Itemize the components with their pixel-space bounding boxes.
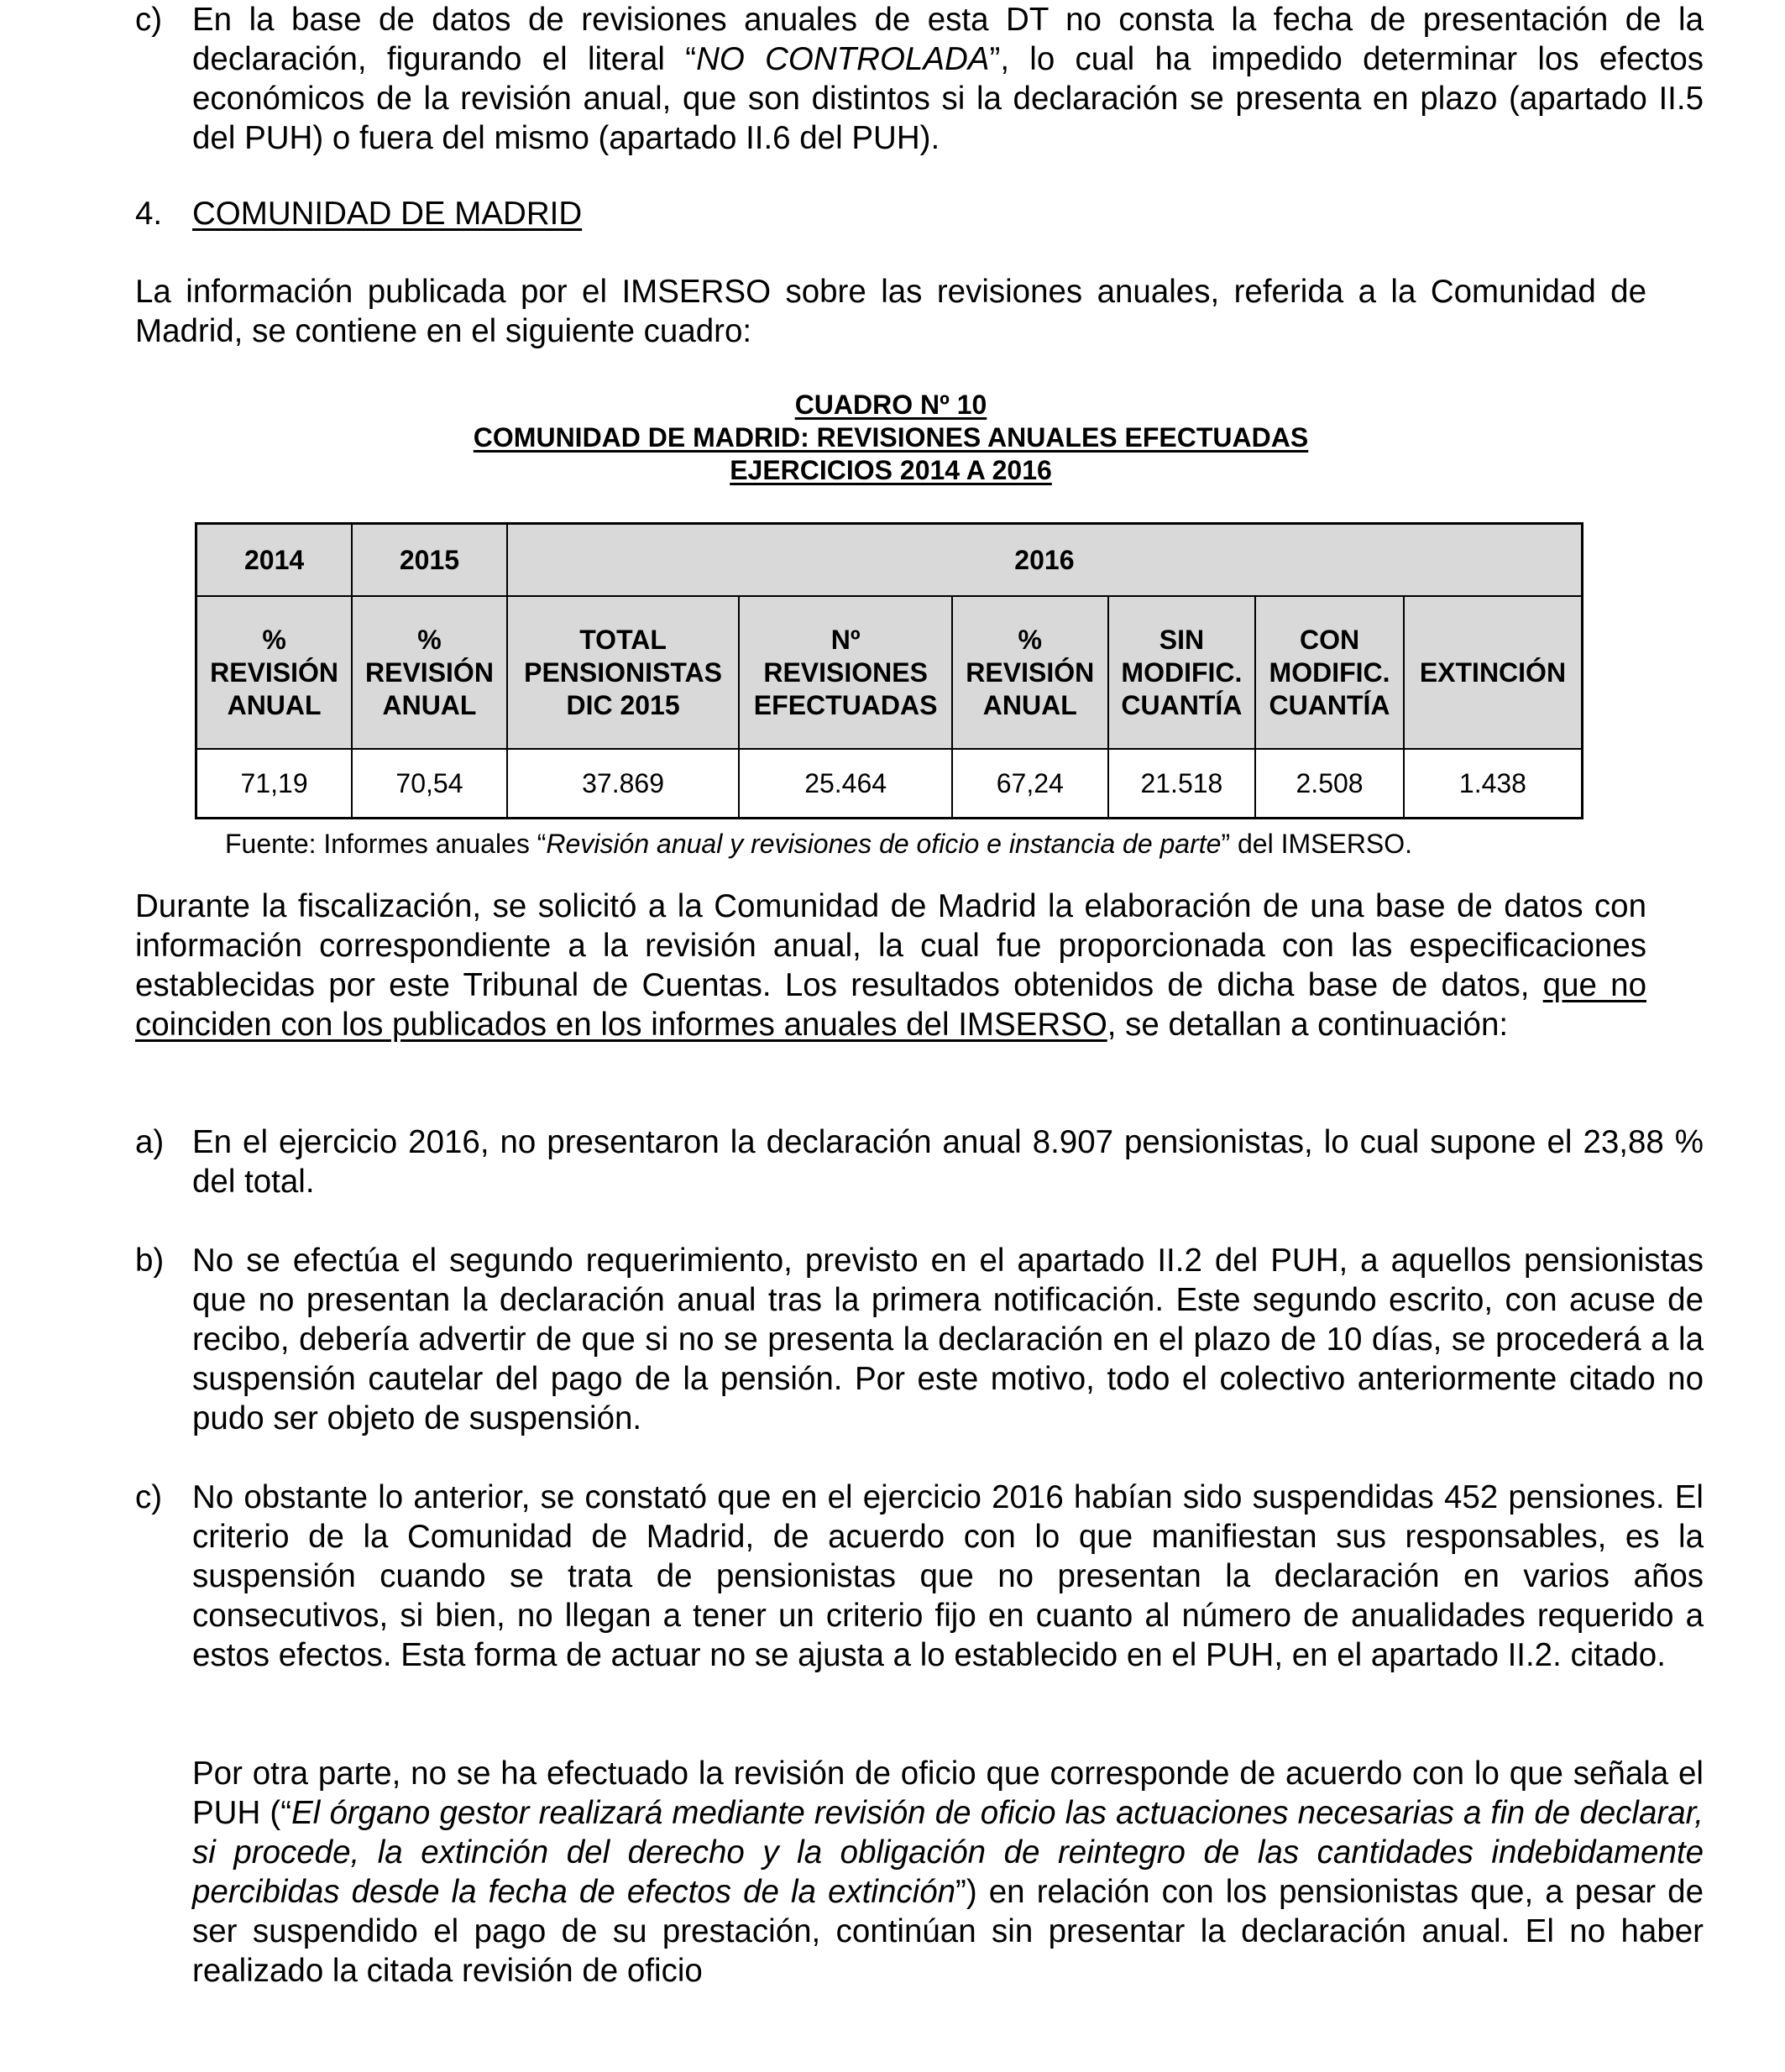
year-cell: 2016 (507, 524, 1583, 597)
value-cell: 25.464 (739, 749, 952, 819)
intro-text-2: ”, lo cual ha impedido determinar los efectos económicos de la revisión anual, que son distintos si la declaración se presenta en plazo (apartado II.5 del PUH) o fuera del mismo (apartado II.6 del PUH). (192, 41, 1704, 156)
table-title-line1: CUADRO Nº 10 (794, 390, 987, 420)
list-item: c) No obstante lo anterior, se constató que en el ejercicio 2016 habían sido suspendidas 452 pensiones. El criterio de la Comunidad de Madrid, de acuerdo con lo que manifiestan sus responsables, es la suspensión cuando se trata de pensionistas que no presentan la declaración en varios años consecutivos, si bien, no llegan a tener un criterio fijo en cuanto al número de anualidades requerido a estos efectos. Esta forma de actuar no se ajusta a lo establecido en el PUH, en el apartado II.2. citado. (135, 1479, 1704, 1673)
table-title-line2: COMUNIDAD DE MADRID: REVISIONES ANUALES EFECTUADAS (473, 422, 1309, 453)
table-header-row (196, 596, 1583, 749)
header-cell: % REVISIÓN ANUAL (352, 596, 507, 749)
table-row (196, 749, 1583, 819)
intro-text-italic: NO CONTROLADA (696, 41, 990, 77)
value-cell: 21.518 (1108, 749, 1256, 819)
paragraph-final: Por otra parte, no se ha efectuado la revisión de oficio que corresponde de acuerdo con lo que señala el PUH (“El órgano gestor realizará mediante revisión de oficio las actuaciones necesarias a fin de declarar, si procede, la extinción del derecho y la obligación de reintegro de las cantidades indebidamente percibidas desde la fecha de efectos de la extinción”) en relación con los pensionistas que, a pesar de ser suspendido el pago de su prestación, continúan sin presentar la declaración anual. El no haber realizado la citada revisión de oficio (192, 1755, 1704, 1989)
table-year-row (196, 524, 1583, 597)
value-cell: 2.508 (1255, 749, 1404, 819)
list-label: c) (135, 2, 163, 38)
table-source: Fuente: Informes anuales “Revisión anual y revisiones de oficio e instancia de parte” del IMSERSO. (225, 829, 1413, 859)
section-number: 4. (135, 196, 163, 232)
list-label: c) (135, 1479, 163, 1515)
year-cell: 2015 (352, 524, 507, 597)
intro-list-item (135, 0, 1704, 158)
list-label: a) (135, 1124, 165, 1160)
list-item: a) En el ejercicio 2016, no presentaron la declaración anual 8.907 pensionistas, lo cual supone el 23,88 % del total. (135, 1124, 1704, 1200)
section-heading (135, 194, 582, 233)
header-cell: TOTAL PENSIONISTAS DIC 2015 (507, 596, 740, 749)
revisiones-table (195, 522, 1583, 819)
header-cell: % REVISIÓN ANUAL (196, 596, 353, 749)
value-cell: 37.869 (507, 749, 740, 819)
header-cell: EXTINCIÓN (1404, 596, 1583, 749)
list-item: b) No se efectúa el segundo requerimiento, previsto en el apartado II.2 del PUH, a aquellos pensionistas que no presentan la declaración anual tras la primera notificación. Este segundo escrito, con acuse de recibo, debería advertir de que si no se presenta la declaración en el plazo de 10 días, se procederá a la suspensión cautelar del pago de la pensión. Por este motivo, todo el colectivo anteriormente citado no pudo ser objeto de suspensión. (135, 1243, 1704, 1436)
value-cell: 71,19 (196, 749, 353, 819)
section-title: COMUNIDAD DE MADRID (192, 196, 583, 232)
underlined-phrase: que no coinciden con los publicados en los informes anuales del IMSERSO (135, 967, 1646, 1043)
paragraph-intro: La información publicada por el IMSERSO sobre las revisiones anuales, referida a la Comunidad de Madrid, se contiene en el siguiente cuadro: (135, 274, 1646, 349)
list-label: b) (135, 1243, 165, 1279)
header-cell: SIN MODIFIC. CUANTÍA (1108, 596, 1256, 749)
value-cell: 67,24 (952, 749, 1108, 819)
header-cell: Nº REVISIONES EFECTUADAS (739, 596, 952, 749)
intro-text-1: En la base de datos de revisiones anuales de esta DT no consta la fecha de presentación de la declaración, figurando el literal “ (192, 2, 1704, 77)
value-cell: 1.438 (1404, 749, 1583, 819)
table-title (135, 389, 1646, 487)
paragraph-fiscalizacion: Durante la fiscalización, se solicitó a la Comunidad de Madrid la elaboración de una base de datos con información correspondiente a la revisión anual, la cual fue proporcionada con las especificaciones establecidas por este Tribunal de Cuentas. Los resultados obtenidos de dicha base de datos, que no coinciden con los publicados en los informes anuales del IMSERSO, se detallan a continuación: (135, 888, 1646, 1043)
table-title-line3: EJERCICIOS 2014 A 2016 (730, 455, 1052, 485)
header-cell: CON MODIFIC. CUANTÍA (1255, 596, 1404, 749)
value-cell: 70,54 (352, 749, 507, 819)
header-cell: % REVISIÓN ANUAL (952, 596, 1108, 749)
year-cell: 2014 (196, 524, 353, 597)
